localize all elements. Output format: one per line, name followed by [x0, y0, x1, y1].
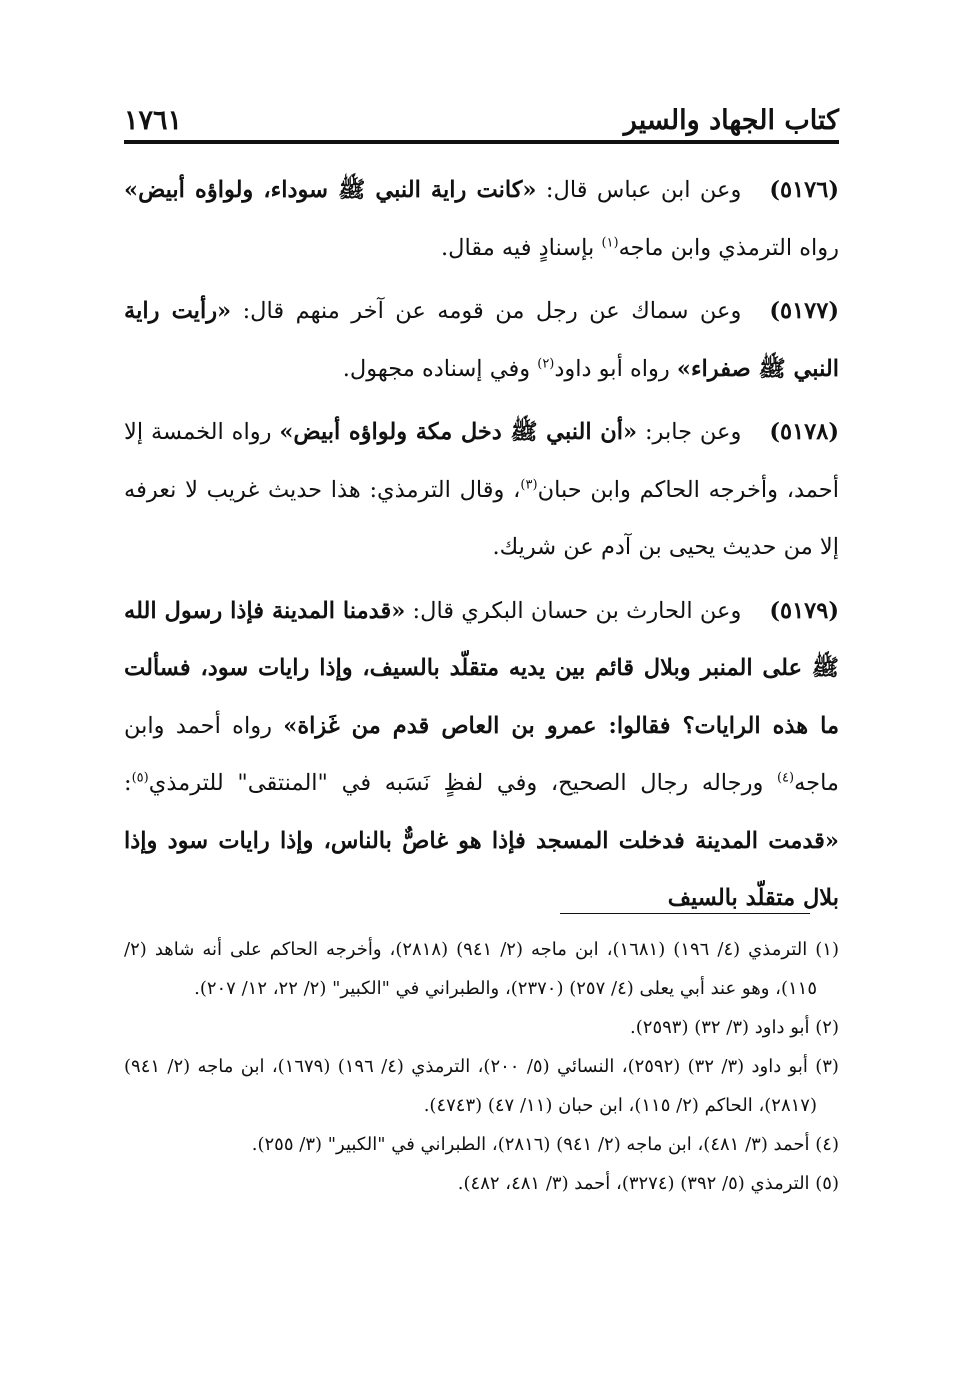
footnotes — [124, 930, 839, 1203]
hadith-text: ، وقال الترمذي: هذا حديث غريب لا نعرفه إلا من حديث يحيى بن آدم عن شريك. — [124, 476, 839, 560]
chapter-title: كتاب الجهاد والسير — [623, 105, 839, 136]
hadith-text: ورجاله رجال الصحيح، وفي لفظٍ نَسَبه في "المنتقى" للترمذي — [148, 770, 777, 796]
footnote-4: (٤) أحمد (٣/ ٤٨١)، ابن ماجه (٢/ ٩٤١) (٢٨١٦)، الطبراني في "الكبير" (٣/ ٢٥٥). — [251, 1134, 839, 1155]
hadith-text: رواه أبو داود — [554, 355, 677, 382]
hadith-text: وفي إسناده مجهول. — [342, 355, 538, 382]
footnote-separator — [560, 913, 810, 914]
hadith-quote: «قدمت المدينة فدخلت المسجد فإذا هو غاصٌّ بالناس، وإذا رايات سود وإذا بلال متقلّد بالسيف — [124, 827, 839, 911]
hadith-text: : — [124, 770, 132, 796]
footnote-2: (٢) أبو داود (٣/ ٣٢) (٢٥٩٣). — [630, 1017, 839, 1038]
footnote-ref[interactable]: (٤) — [776, 770, 795, 786]
hadith-5178 — [124, 404, 839, 577]
hadith-intro: وعن ابن عباس قال: — [536, 177, 742, 203]
page-number: ١٧٦١ — [124, 105, 183, 136]
main-text — [124, 162, 839, 934]
hadith-text: رواه الخمسة إلا أحمد، وأخرجه الحاكم وابن حبان — [124, 419, 839, 503]
hadith-5179 — [124, 583, 839, 928]
hadith-number: (٥١٧٦) — [769, 177, 839, 203]
running-header — [124, 92, 839, 136]
footnote-1: (١) الترمذي (٤/ ١٩٦) (١٦٨١)، ابن ماجه (٢/ ٩٤١) (٢٨١٨)، وأخرجه الحاكم على أنه شاهد (٢/ ١١٥)، وهو عند أبي يعلى (٤/ ٢٥٧) (٢٣٧٠)، والطبراني في "الكبير" (٢/ ٢٢، ١٢/ ٢٠٧). — [124, 939, 839, 999]
hadith-text: رواه أحمد وابن ماجه — [124, 712, 839, 796]
hadith-text: رواه الترمذي وابن ماجه — [618, 234, 839, 261]
hadith-quote: «قدمنا المدينة فإذا رسول الله ﷺ على المنبر وبلال قائم بين يديه متقلّد بالسيف، وإذا رايات سود، فسألت ما هذه الرايات؟ فقالوا: عمرو بن العاص قدم من غَزاة» — [124, 597, 840, 739]
hadith-5177 — [124, 283, 839, 398]
hadith-5176 — [124, 162, 839, 277]
hadith-intro: وعن الحارث بن حسان البكري قال: — [405, 597, 742, 624]
hadith-quote: «أن النبي ﷺ دخل مكة ولواؤه أبيض» — [279, 419, 638, 445]
hadith-number: (٥١٧٩) — [769, 597, 839, 624]
hadith-number: (٥١٧٨) — [769, 419, 839, 445]
hadith-quote: «رأيت راية النبي ﷺ صفراء» — [124, 298, 839, 382]
footnote-5: (٥) الترمذي (٥/ ٣٩٢) (٣٢٧٤)، أحمد (٣/ ٤٨١، ٤٨٢). — [457, 1173, 839, 1194]
hadith-intro: وعن سماك عن رجل من قومه عن آخر منهم قال: — [231, 298, 742, 324]
footnote-3: (٣) أبو داود (٣/ ٣٢) (٢٥٩٢)، النسائي (٥/ ٢٠٠)، الترمذي (٤/ ١٩٦) (١٦٧٩)، ابن ماجه (٢/ ٩٤١) (٢٨١٧)، الحاكم (٢/ ١١٥)، ابن حبان (١١/ ٤٧) (٤٧٤٣). — [124, 1056, 839, 1116]
footnote-ref[interactable]: (١) — [601, 235, 619, 250]
footnote-ref[interactable]: (٣) — [520, 477, 538, 492]
hadith-number: (٥١٧٧) — [769, 298, 839, 324]
hadith-quote: «كانت راية النبي ﷺ سوداء، ولواؤه أبيض» — [124, 177, 537, 203]
footnote-ref[interactable]: (٢) — [537, 356, 555, 371]
header-rule — [124, 140, 839, 144]
footnote-ref[interactable]: (٥) — [131, 770, 149, 786]
hadith-text: بإسنادٍ فيه مقال. — [440, 234, 602, 261]
hadith-intro: وعن جابر: — [637, 419, 742, 445]
